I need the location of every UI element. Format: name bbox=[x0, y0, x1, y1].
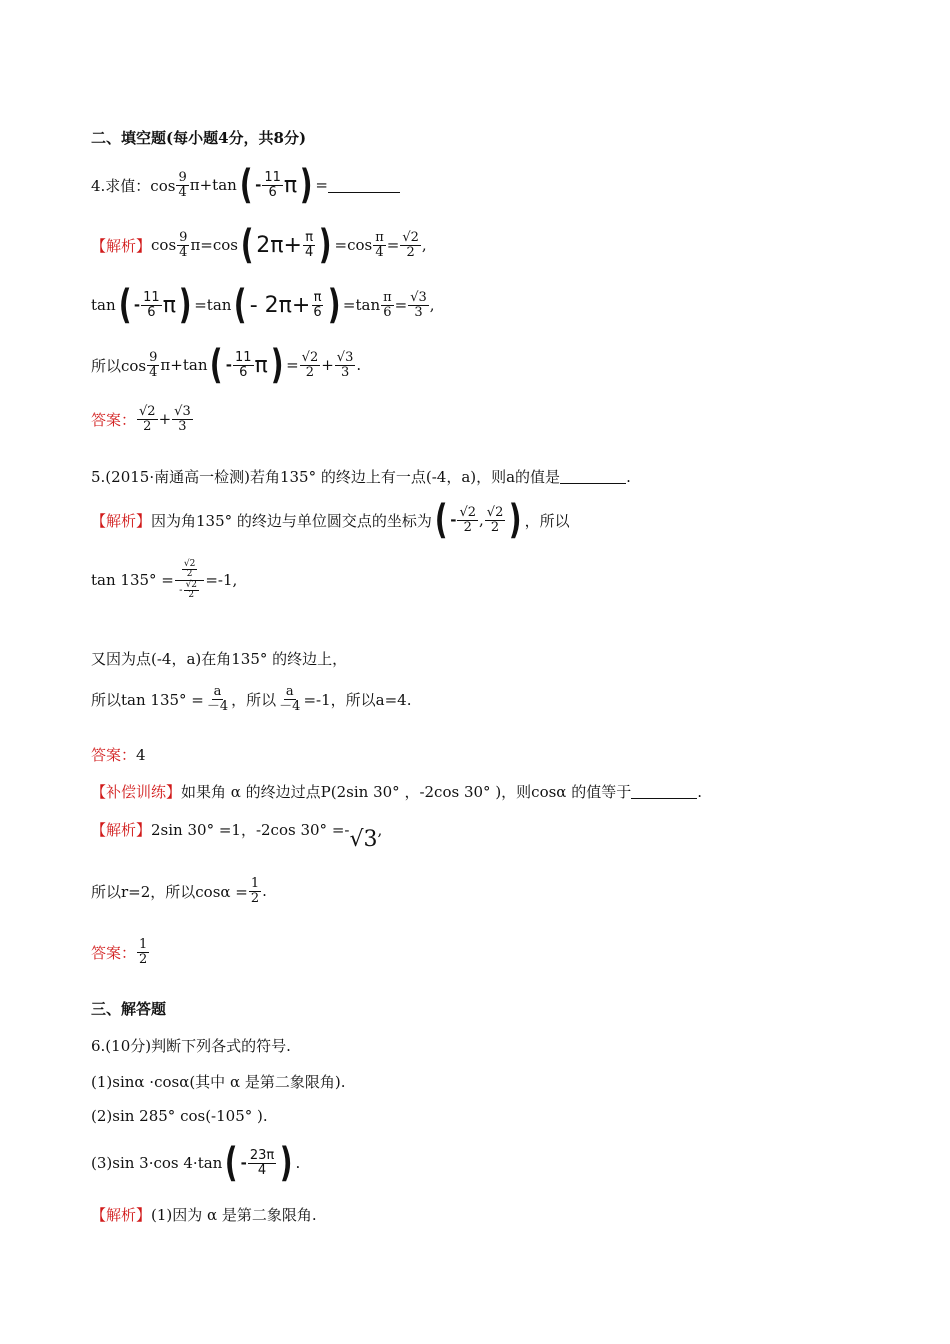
answer-blank[interactable] bbox=[328, 178, 400, 193]
q5-sol-text: ，所以 bbox=[231, 690, 277, 709]
tan-135-text: tan 135° = bbox=[91, 571, 174, 590]
pi-symbol: π bbox=[254, 352, 268, 378]
numerator: π bbox=[305, 229, 314, 245]
numerator: 11 bbox=[235, 349, 252, 365]
right-paren: ) bbox=[270, 342, 284, 388]
q6-part-3 bbox=[91, 1140, 301, 1186]
period: . bbox=[262, 882, 267, 901]
section-title-text: 三、解答题 bbox=[91, 1000, 167, 1018]
denominator: 3 bbox=[340, 364, 350, 380]
pi-symbol: π bbox=[160, 356, 171, 374]
q4-label: 4.求值：cos bbox=[91, 176, 176, 195]
sqrt-three: √3 bbox=[349, 827, 378, 852]
pi-symbol: π bbox=[283, 172, 298, 198]
compensation-training bbox=[91, 781, 702, 802]
fraction bbox=[373, 231, 386, 259]
fraction bbox=[147, 351, 159, 379]
left-paren: ( bbox=[240, 222, 254, 268]
tan-text: +tan bbox=[199, 176, 237, 194]
eq-tan-text: =tan bbox=[194, 296, 232, 314]
eq-tan-text: =tan bbox=[342, 296, 381, 314]
section-title bbox=[91, 127, 306, 148]
denominator: 2 bbox=[490, 519, 500, 535]
analysis-tag: 【解析】 bbox=[91, 1206, 152, 1224]
left-paren: ( bbox=[225, 1140, 238, 1186]
denominator: 4 bbox=[149, 364, 158, 380]
numerator: √2 bbox=[139, 404, 156, 419]
pi-symbol: π bbox=[190, 236, 201, 254]
answer-blank[interactable] bbox=[631, 784, 697, 799]
numerator: 9 bbox=[179, 229, 188, 245]
numerator: √2 bbox=[185, 579, 198, 590]
q4-solution-line-2 bbox=[91, 282, 435, 328]
denominator: 6 bbox=[313, 304, 322, 320]
equals-sign: = bbox=[315, 176, 328, 194]
period: . bbox=[626, 467, 631, 486]
tan-text: tan bbox=[91, 296, 116, 314]
plus-sign: + bbox=[158, 410, 172, 429]
q6-part-1 bbox=[91, 1071, 345, 1092]
numerator: a bbox=[213, 684, 222, 699]
fraction bbox=[141, 291, 162, 319]
plus-sign: + bbox=[321, 356, 334, 374]
numerator bbox=[175, 560, 204, 581]
fraction bbox=[408, 291, 429, 319]
cos-text: cos bbox=[151, 236, 177, 254]
comma: , bbox=[377, 820, 383, 839]
denominator: 4 bbox=[179, 244, 188, 260]
right-paren: ) bbox=[318, 222, 332, 268]
fraction bbox=[137, 405, 158, 433]
minus-sign: - bbox=[255, 176, 262, 194]
q6-sol-text: (1)因为 α 是第二象限角. bbox=[151, 1206, 317, 1224]
answer-tag: 答案： bbox=[91, 410, 137, 429]
analysis-tag: 【解析】 bbox=[91, 236, 152, 255]
denominator: 6 bbox=[268, 184, 277, 200]
eq-cos-text: =cos bbox=[200, 236, 238, 254]
numerator: π bbox=[375, 229, 384, 245]
left-paren: ( bbox=[434, 497, 448, 543]
question-5 bbox=[91, 466, 631, 487]
minus-sign: - bbox=[450, 511, 457, 529]
right-paren: ) bbox=[178, 282, 192, 328]
numerator: 1 bbox=[139, 937, 148, 952]
denominator: 4 bbox=[375, 244, 384, 260]
right-paren: ) bbox=[327, 282, 341, 328]
numerator: √3 bbox=[174, 404, 191, 419]
q5-solution-line-2 bbox=[91, 560, 237, 601]
compensation-sol-text: 所以r=2，所以cosα = bbox=[91, 882, 248, 901]
numerator: √3 bbox=[410, 289, 427, 305]
numerator: √3 bbox=[336, 349, 354, 365]
fraction bbox=[137, 938, 149, 966]
q6-part-text: (3)sin 3·cos 4·tan bbox=[91, 1154, 223, 1172]
left-paren: ( bbox=[239, 162, 253, 208]
section-title bbox=[91, 998, 166, 1019]
numerator: π bbox=[313, 289, 322, 305]
fraction bbox=[233, 351, 254, 379]
denominator: 4 bbox=[304, 244, 314, 260]
fraction bbox=[248, 1149, 276, 1177]
fraction bbox=[182, 560, 197, 580]
left-paren: ( bbox=[234, 282, 247, 328]
pi-symbol: π bbox=[189, 176, 200, 194]
fraction bbox=[277, 685, 302, 713]
denominator: 4 bbox=[257, 1162, 267, 1178]
denominator: 2 bbox=[186, 569, 193, 580]
equals-sign: = bbox=[394, 296, 408, 314]
fraction bbox=[335, 351, 356, 379]
denominator: 2 bbox=[139, 951, 148, 967]
minus-sign: - bbox=[179, 584, 183, 596]
numerator: 11 bbox=[264, 169, 281, 185]
fraction bbox=[300, 351, 321, 379]
numerator: π bbox=[383, 289, 392, 305]
compensation-solution-line-1 bbox=[91, 817, 383, 852]
q6-part-text: (2)sin 285° cos(-105° ). bbox=[91, 1107, 268, 1125]
analysis-tag: 【解析】 bbox=[91, 511, 152, 530]
q5-sol-text: =-1, bbox=[205, 571, 238, 590]
denominator: 6 bbox=[147, 304, 156, 320]
tan-text: +tan bbox=[170, 356, 208, 374]
question-4 bbox=[91, 162, 400, 208]
numerator: 9 bbox=[149, 349, 158, 365]
answer-tag: 答案： bbox=[91, 943, 137, 962]
numerator: 23π bbox=[249, 1147, 275, 1163]
fraction bbox=[400, 231, 421, 259]
q6-solution-line-1 bbox=[91, 1204, 317, 1225]
comma: , bbox=[429, 296, 435, 314]
q5-sol-text: 所以tan 135° = bbox=[91, 690, 204, 709]
comma: , bbox=[421, 236, 427, 254]
denominator: 2 bbox=[406, 244, 415, 260]
left-paren: ( bbox=[118, 282, 132, 328]
numerator: √2 bbox=[402, 229, 419, 245]
minus-sign: - bbox=[133, 296, 141, 314]
numerator: 9 bbox=[178, 169, 187, 185]
fraction bbox=[485, 506, 506, 534]
q5-sol-text: =-1，所以a=4. bbox=[303, 690, 412, 709]
answer-blank[interactable] bbox=[560, 469, 626, 484]
q6-part-text: (1)sinα ·cosα(其中 α 是第二象限角). bbox=[91, 1073, 346, 1091]
numerator: √2 bbox=[301, 349, 319, 365]
equals-sign: = bbox=[386, 236, 400, 254]
complex-fraction bbox=[175, 560, 204, 601]
right-paren: ) bbox=[299, 162, 313, 208]
plus-sign: + bbox=[291, 292, 311, 318]
period: . bbox=[697, 782, 702, 801]
denominator: 4 bbox=[178, 184, 187, 200]
minus-two-pi: - 2π bbox=[249, 292, 292, 318]
denominator: 2 bbox=[250, 890, 260, 906]
q5-sol-text: ，所以 bbox=[524, 511, 570, 530]
right-paren: ) bbox=[509, 497, 522, 543]
q4-answer bbox=[91, 405, 194, 433]
numerator: √2 bbox=[486, 504, 504, 520]
so-cos-text: 所以cos bbox=[91, 356, 147, 375]
q5-answer bbox=[91, 744, 146, 765]
fraction bbox=[303, 231, 315, 259]
answer-tag: 答案： bbox=[91, 746, 137, 764]
minus-sign: - bbox=[225, 356, 232, 374]
fraction bbox=[205, 685, 230, 713]
denominator: －4 bbox=[206, 698, 229, 714]
numerator: √2 bbox=[183, 559, 196, 569]
two-pi: 2π bbox=[256, 232, 284, 258]
q4-solution-line-1 bbox=[91, 222, 427, 268]
q5-solution-line-3 bbox=[91, 648, 347, 669]
analysis-tag: 【解析】 bbox=[91, 821, 152, 839]
fraction bbox=[262, 171, 283, 199]
q5-solution-line-4 bbox=[91, 685, 411, 713]
fraction bbox=[457, 506, 478, 534]
plus-sign: + bbox=[283, 232, 302, 258]
compensation-answer bbox=[91, 938, 150, 966]
numerator: 1 bbox=[250, 876, 260, 891]
q5-solution-line-1 bbox=[91, 497, 570, 543]
denominator: －4 bbox=[279, 698, 301, 714]
numerator: a bbox=[285, 684, 294, 699]
fraction bbox=[172, 405, 193, 433]
minus-sign: - bbox=[240, 1154, 247, 1172]
left-paren: ( bbox=[210, 342, 224, 388]
denominator: 3 bbox=[414, 304, 423, 320]
q5-sol-text: 因为角135° 的终边与单位圆交点的坐标为 bbox=[151, 511, 432, 530]
section-title-text: 二、填空题(每小题4分，共8分) bbox=[91, 129, 307, 147]
denominator: 6 bbox=[239, 364, 248, 380]
denominator: 2 bbox=[143, 418, 152, 434]
denominator: 2 bbox=[463, 519, 472, 535]
q6-part-2 bbox=[91, 1107, 268, 1125]
fraction bbox=[311, 291, 323, 319]
fraction bbox=[381, 291, 394, 319]
fraction bbox=[176, 171, 188, 199]
question-6 bbox=[91, 1035, 291, 1056]
fraction bbox=[177, 231, 189, 259]
equals-sign: = bbox=[286, 356, 299, 374]
compensation-solution-line-2 bbox=[91, 877, 267, 905]
eq-cos-text: =cos bbox=[334, 236, 373, 254]
q5-text: 5.(2015·南通高一检测)若角135° 的终边上有一点(-4，a)，则a的值是 bbox=[91, 468, 561, 486]
denominator: 2 bbox=[305, 364, 315, 380]
denominator: 6 bbox=[383, 304, 392, 320]
q5-sol-text: 又因为点(-4，a)在角135° 的终边上， bbox=[91, 650, 348, 668]
right-paren: ) bbox=[279, 1140, 293, 1186]
comma: , bbox=[479, 511, 484, 529]
numerator: √2 bbox=[459, 504, 476, 520]
fraction bbox=[184, 581, 199, 601]
fraction bbox=[249, 877, 261, 905]
q4-solution-line-3 bbox=[91, 342, 362, 388]
pi-symbol: π bbox=[162, 292, 176, 318]
denominator bbox=[177, 581, 202, 601]
compensation-sol-text: 2sin 30° =1，-2cos 30° =- bbox=[151, 821, 350, 839]
numerator: 11 bbox=[143, 289, 160, 305]
answer-value: 4 bbox=[136, 745, 146, 764]
period: . bbox=[295, 1154, 301, 1172]
compensation-text: 如果角 α 的终边过点P(2sin 30° ，-2cos 30° )，则cosα 的值等于 bbox=[181, 783, 632, 801]
denominator: 2 bbox=[188, 590, 195, 601]
period: . bbox=[356, 356, 362, 374]
compensation-tag: 【补偿训练】 bbox=[91, 783, 182, 801]
denominator: 3 bbox=[178, 418, 187, 434]
q6-title: 6.(10分)判断下列各式的符号. bbox=[91, 1037, 291, 1055]
